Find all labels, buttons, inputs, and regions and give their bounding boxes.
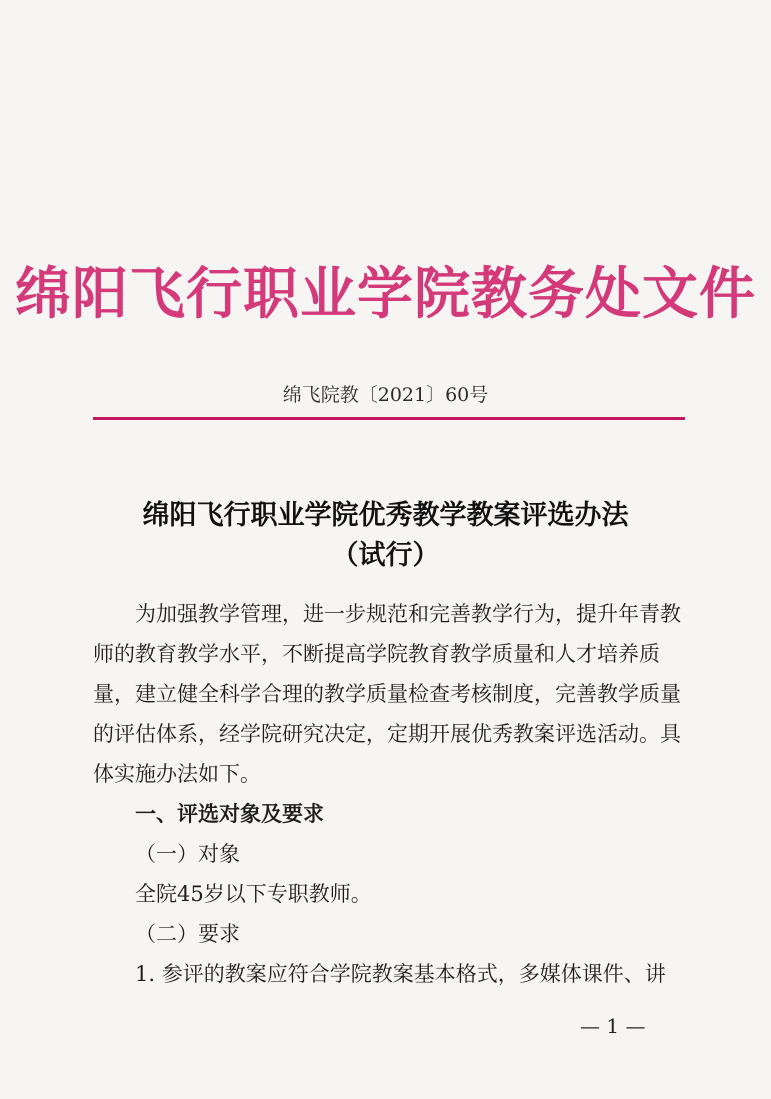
requirement-item-1: 1. 参评的教案应符合学院教案基本格式，多媒体课件、讲 [135, 962, 666, 986]
page-number: — 1 — [580, 1014, 646, 1038]
header-title: 绵阳飞行职业学院教务处文件 [15, 262, 756, 327]
red-divider-rule [93, 417, 685, 420]
document-number: 绵飞院教〔2021〕60号 [282, 384, 489, 406]
subsection-label-requirements: （二）要求 [135, 922, 240, 946]
document-body [93, 594, 693, 994]
document-title [0, 496, 771, 576]
document-title-line-2: （试行） [331, 540, 440, 571]
intro-paragraph: 为加强教学管理，进一步规范和完善教学行为，提升年青教师的教育教学水平，不断提高学院教育教学质量和人才培养质量，建立健全科学合理的教学质量检查考核制度，完善教学质量的评估体系，经学院研究决定，定期开展优秀教案评选活动。具体实施办法如下。 [93, 602, 681, 786]
document-title-line-1: 绵阳飞行职业学院优秀教学教案评选办法 [142, 500, 629, 531]
subsection-label-object: （一）对象 [135, 842, 240, 866]
section-heading: 一、评选对象及要求 [135, 801, 324, 826]
subsection-text-object: 全院45岁以下专职教师。 [135, 882, 372, 906]
